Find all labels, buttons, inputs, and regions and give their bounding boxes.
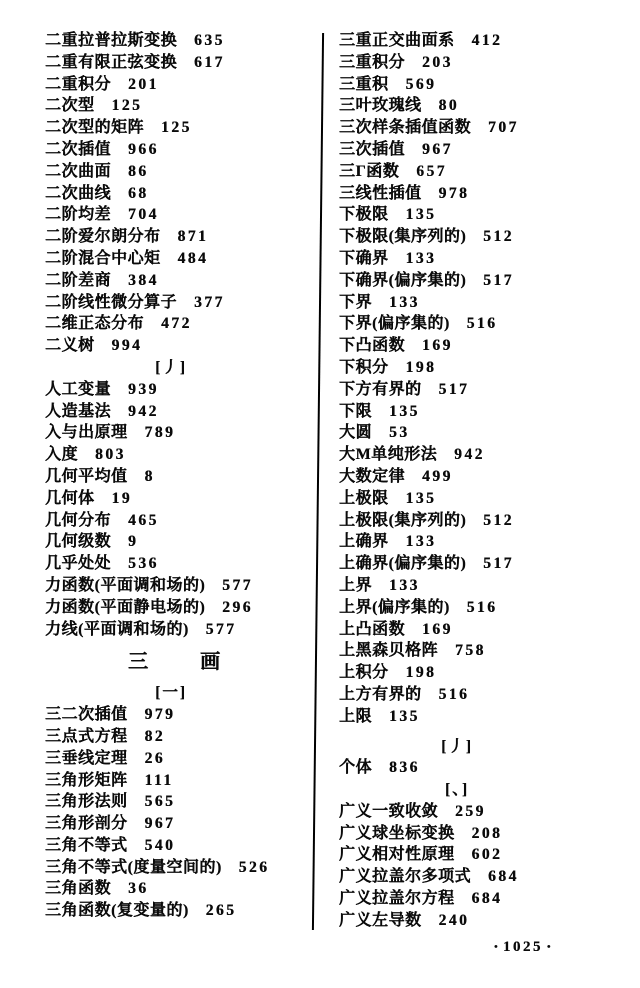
entry-page-number: 133 (389, 576, 420, 594)
entry-term: 力函数(平面调和场的) (45, 576, 206, 594)
entry-term: 三角形矩阵 (45, 771, 128, 789)
entry-term: 二次曲线 (45, 184, 112, 202)
index-entry (339, 684, 633, 706)
entry-term: 二次曲面 (45, 162, 112, 180)
entry-page-number: 169 (422, 337, 453, 355)
index-entry (45, 466, 321, 488)
entry-term: 三角函数 (45, 880, 112, 898)
index-entry (339, 488, 633, 510)
entry-page-number: 80 (438, 97, 460, 115)
entry-page-number: 499 (422, 467, 453, 485)
index-entry (45, 379, 321, 401)
index-entry (339, 401, 633, 423)
entry-page-number: 565 (144, 793, 176, 811)
index-entry (45, 335, 321, 357)
entry-page-number: 657 (416, 162, 447, 180)
entry-page-number: 602 (471, 846, 503, 864)
index-entry (339, 823, 633, 845)
entry-page-number: 939 (128, 380, 159, 398)
entry-term: 三角不等式 (45, 836, 128, 854)
entry-page-number: 412 (471, 32, 503, 49)
entry-term: 二阶爱尔朗分布 (45, 228, 161, 246)
entry-page-number: 240 (438, 911, 470, 929)
entry-page-number: 135 (389, 707, 420, 725)
index-entry (339, 444, 633, 466)
entry-term: 几何级数 (45, 533, 112, 551)
entry-page-number: 265 (205, 902, 237, 920)
entry-page-number: 208 (471, 824, 503, 842)
entry-page-number: 577 (222, 576, 253, 594)
index-entry (45, 726, 321, 748)
entry-term: 人造基法 (45, 402, 112, 420)
entry-term: 三重正交曲面系 (339, 32, 455, 49)
entry-page-number: 198 (405, 358, 437, 376)
entry-page-number: 994 (111, 337, 143, 355)
index-entry (45, 770, 321, 792)
entry-page-number: 133 (405, 249, 437, 267)
entry-page-number: 198 (405, 664, 437, 682)
entry-term: 三角形剖分 (45, 815, 128, 833)
entry-page-number: 803 (95, 446, 126, 464)
entry-term: 上确界 (339, 533, 389, 551)
entry-page-number: 135 (389, 402, 420, 420)
index-entry (45, 95, 321, 117)
index-entry (339, 844, 633, 866)
entry-page-number: 577 (205, 620, 237, 638)
index-entry (339, 248, 633, 270)
entry-term: 三Γ函数 (339, 162, 400, 180)
entry-term: 二次型 (45, 97, 95, 115)
entry-term: 三重积分 (339, 53, 406, 71)
index-entry (339, 204, 633, 226)
index-column-right (339, 30, 633, 932)
entry-term: 广义拉盖尔多项式 (339, 868, 472, 886)
entry-term: 上界(偏序集的) (339, 598, 450, 616)
entry-page-number: 536 (128, 555, 159, 573)
index-entry (45, 313, 321, 335)
entry-page-number: 789 (144, 424, 176, 442)
entry-page-number: 133 (389, 293, 420, 311)
entry-page-number: 201 (128, 75, 159, 93)
entry-term: 个体 (339, 759, 373, 777)
footer-left-dot: • (494, 941, 499, 953)
index-entry (45, 835, 321, 857)
entry-page-number: 526 (238, 858, 270, 876)
entry-page-number: 942 (128, 402, 159, 420)
entry-page-number: 82 (144, 727, 166, 745)
index-entry (45, 292, 321, 314)
index-entry (339, 619, 633, 641)
entry-term: 二阶差商 (45, 271, 112, 289)
entry-page-number: 516 (466, 598, 498, 616)
entry-term: 力函数(平面静电场的) (45, 598, 206, 616)
entry-term: 上积分 (339, 664, 389, 682)
entry-term: 上方有界的 (339, 685, 422, 703)
index-entry (45, 791, 321, 813)
index-entry (339, 270, 633, 292)
index-entry (339, 510, 633, 532)
index-entry (45, 422, 321, 444)
index-entry (339, 226, 633, 248)
entry-term: 二阶混合中心矩 (45, 249, 161, 267)
index-entry (45, 401, 321, 423)
entry-term: 下确界 (339, 249, 389, 267)
index-entry (339, 74, 633, 96)
entry-term: 广义球坐标变换 (339, 824, 455, 842)
entry-page-number: 942 (454, 446, 485, 464)
entry-term: 下限 (339, 402, 373, 420)
entry-page-number: 125 (111, 97, 143, 115)
entry-page-number: 635 (194, 32, 225, 49)
entry-page-number: 133 (405, 533, 437, 551)
entry-page-number: 540 (144, 836, 176, 854)
index-entry (45, 704, 321, 726)
index-entry (339, 335, 633, 357)
entry-term: 三二次插值 (45, 706, 128, 724)
entry-page-number: 758 (455, 642, 486, 660)
index-entry (339, 466, 633, 488)
entry-term: 大数定律 (339, 467, 406, 485)
index-entry (339, 575, 633, 597)
radical-subsection-header: [丿] (441, 737, 473, 755)
entry-term: 上黑森贝格阵 (339, 642, 439, 660)
entry-page-number: 684 (488, 868, 519, 886)
index-entry (339, 553, 633, 575)
index-entry (339, 117, 633, 139)
entry-term: 下极限 (339, 206, 389, 224)
entry-page-number: 9 (128, 533, 139, 551)
index-entry (45, 204, 321, 226)
entry-page-number: 517 (483, 271, 514, 289)
entry-term: 大M单纯形法 (339, 446, 438, 464)
entry-term: 几乎处处 (45, 555, 112, 573)
entry-page-number: 517 (483, 555, 514, 573)
entry-term: 入与出原理 (45, 424, 128, 442)
footer-right-dot: • (546, 941, 552, 953)
entry-page-number: 484 (177, 249, 209, 267)
entry-term: 三角函数(复变量的) (45, 902, 189, 920)
index-entry (45, 30, 321, 52)
index-entry (339, 866, 633, 888)
entry-page-number: 966 (128, 140, 159, 158)
index-entry (339, 161, 633, 183)
entry-page-number: 684 (471, 890, 503, 908)
entry-term: 下方有界的 (339, 380, 422, 398)
entry-term: 二重拉普拉斯变换 (45, 32, 178, 49)
entry-page-number: 36 (128, 880, 149, 898)
entry-term: 下界(偏序集的) (339, 315, 450, 333)
index-entry (45, 857, 321, 879)
index-entry (339, 30, 633, 52)
entry-page-number: 377 (194, 293, 225, 311)
index-entry (45, 488, 321, 510)
entry-term: 三角形法则 (45, 793, 128, 811)
index-entry (45, 510, 321, 532)
entry-page-number: 8 (144, 467, 155, 485)
entry-term: 上确界(偏序集的) (339, 555, 467, 573)
entry-term: 力线(平面调和场的) (45, 620, 189, 638)
entry-page-number: 707 (488, 119, 519, 137)
index-entry (45, 619, 321, 641)
entry-term: 三垂线定理 (45, 749, 128, 767)
entry-term: 二义树 (45, 337, 95, 355)
entry-page-number: 296 (222, 598, 253, 616)
entry-term: 下确界(偏序集的) (339, 271, 467, 289)
index-entry (45, 52, 321, 74)
entry-page-number: 704 (128, 206, 159, 224)
entry-term: 下界 (339, 293, 373, 311)
entry-term: 广义拉盖尔方程 (339, 890, 455, 908)
entry-term: 入度 (45, 446, 79, 464)
entry-term: 二重有限正弦变换 (45, 53, 178, 71)
index-entry (45, 900, 321, 922)
entry-page-number: 68 (128, 184, 149, 202)
index-entry (339, 357, 633, 379)
entry-term: 下凸函数 (339, 337, 406, 355)
entry-page-number: 26 (144, 749, 166, 767)
index-entry (339, 95, 633, 117)
entry-page-number: 472 (161, 315, 192, 333)
radical-subsection-header: [丿] (155, 358, 187, 376)
index-entry (339, 531, 633, 553)
index-entry (45, 139, 321, 161)
entry-page-number: 135 (405, 489, 437, 507)
entry-page-number: 617 (194, 53, 225, 71)
index-entry (339, 292, 633, 314)
entry-term: 上限 (339, 707, 373, 725)
entry-page-number: 86 (128, 162, 149, 180)
entry-term: 几何分布 (45, 511, 112, 529)
entry-page-number: 135 (405, 206, 437, 224)
entry-page-number: 516 (438, 685, 470, 703)
entry-term: 大圆 (339, 424, 373, 442)
entry-page-number: 53 (389, 424, 410, 442)
entry-page-number: 19 (111, 489, 133, 507)
index-entry (339, 52, 633, 74)
entry-page-number: 512 (483, 511, 514, 529)
entry-page-number: 203 (422, 53, 453, 71)
entry-page-number: 169 (422, 620, 453, 638)
entry-term: 下极限(集序列的) (339, 228, 467, 246)
index-entry (339, 139, 633, 161)
index-entry (339, 183, 633, 205)
entry-term: 广义相对性原理 (339, 846, 455, 864)
page-number (494, 939, 552, 956)
entry-term: 下积分 (339, 358, 389, 376)
index-entry (339, 757, 633, 779)
index-entry (45, 117, 321, 139)
index-entry (339, 910, 633, 932)
entry-term: 三重积 (339, 75, 389, 93)
entry-page-number: 111 (144, 771, 174, 789)
entry-term: 人工变量 (45, 380, 112, 398)
entry-term: 上极限 (339, 489, 389, 507)
entry-page-number: 871 (177, 228, 209, 246)
index-entry (45, 597, 321, 619)
index-entry (339, 888, 633, 910)
entry-page-number: 125 (161, 119, 192, 137)
entry-page-number: 967 (144, 815, 176, 833)
entry-term: 几何平均值 (45, 467, 128, 485)
entry-page-number: 465 (128, 511, 159, 529)
entry-term: 上极限(集序列的) (339, 511, 467, 529)
index-column-left (45, 30, 321, 922)
entry-term: 二阶均差 (45, 206, 112, 224)
index-entry (339, 379, 633, 401)
entry-page-number: 979 (144, 706, 176, 724)
entry-term: 三角不等式(度量空间的) (45, 858, 222, 876)
entry-term: 二阶线性微分算子 (45, 293, 178, 311)
entry-term: 三线性插值 (339, 184, 422, 202)
entry-page-number: 517 (438, 380, 470, 398)
index-entry (339, 422, 633, 444)
radical-subsection-header: [一] (155, 684, 187, 702)
index-entry (339, 313, 633, 335)
entry-page-number: 967 (422, 140, 453, 158)
entry-term: 上界 (339, 576, 373, 594)
entry-term: 二重积分 (45, 75, 112, 93)
entry-page-number: 978 (438, 184, 470, 202)
entry-page-number: 569 (405, 75, 437, 93)
index-entry (45, 748, 321, 770)
index-entry (339, 597, 633, 619)
index-entry (339, 640, 633, 662)
index-entry (45, 74, 321, 96)
entry-term: 三次样条插值函数 (339, 119, 472, 137)
entry-term: 广义左导数 (339, 911, 422, 929)
entry-term: 上凸函数 (339, 620, 406, 638)
entry-term: 二维正态分布 (45, 315, 145, 333)
index-entry (339, 801, 633, 823)
entry-page-number: 384 (128, 271, 159, 289)
index-entry (45, 161, 321, 183)
index-entry (339, 706, 633, 728)
index-entry (45, 878, 321, 900)
index-entry (45, 813, 321, 835)
entry-page-number: 512 (483, 228, 514, 246)
entry-term: 二次插值 (45, 140, 112, 158)
index-entry (45, 270, 321, 292)
index-entry (45, 531, 321, 553)
index-entry (45, 248, 321, 270)
footer-page-number: 1025 (502, 939, 543, 955)
index-entry (45, 553, 321, 575)
index-entry (45, 575, 321, 597)
index-entry (339, 662, 633, 684)
radical-subsection-header: [、] (444, 781, 470, 799)
entry-term: 三点式方程 (45, 727, 128, 745)
entry-page-number: 516 (466, 315, 498, 333)
entry-term: 几何体 (45, 489, 95, 507)
index-entry (45, 183, 321, 205)
index-entry (45, 226, 321, 248)
entry-term: 广义一致收敛 (339, 802, 439, 820)
index-entry (45, 444, 321, 466)
entry-term: 三叶玫瑰线 (339, 97, 422, 115)
stroke-count-section-header: 三 画 (128, 651, 224, 674)
entry-page-number: 836 (389, 759, 420, 777)
entry-page-number: 259 (455, 802, 486, 820)
entry-term: 三次插值 (339, 140, 406, 158)
entry-term: 二次型的矩阵 (45, 119, 145, 137)
